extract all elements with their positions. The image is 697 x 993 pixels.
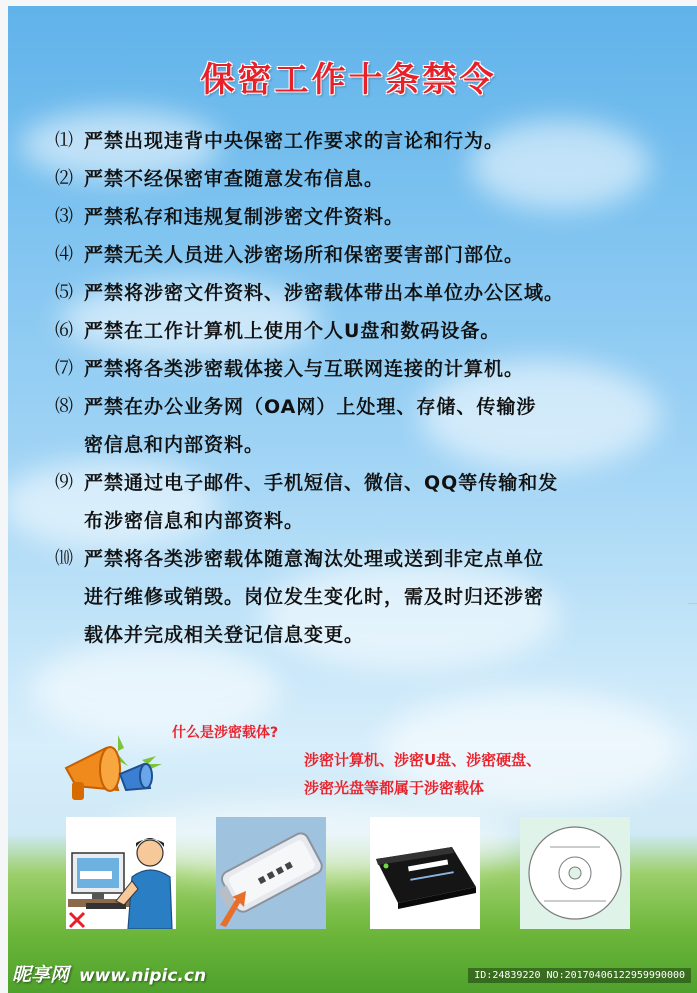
rule-text-line: 严禁通过电子邮件、手机短信、微信、QQ等传输和发	[84, 472, 559, 494]
rule-item	[55, 350, 655, 388]
rule-item	[55, 540, 655, 654]
question-text: 什么是涉密载体?	[172, 725, 279, 741]
answer-line: 涉密光盘等都属于涉密载体	[304, 779, 485, 797]
svg-text:■ ■ ■ ■: ■ ■ ■ ■	[256, 859, 295, 886]
rule-item	[55, 236, 655, 274]
rule-text-line: 严禁将各类涉密载体接入与互联网连接的计算机。	[84, 358, 525, 380]
rule-text-line: 严禁将各类涉密载体随意淘汰处理或送到非定点单位	[84, 548, 545, 570]
rule-number: ⑵	[55, 168, 74, 189]
rule-number: ⑷	[55, 244, 74, 265]
edge-mark	[688, 603, 697, 604]
rule-text-line: 严禁不经保密审查随意发布信息。	[84, 168, 385, 190]
rule-item	[55, 464, 655, 540]
rule-number: ⑴	[55, 130, 74, 151]
site-watermark	[12, 960, 206, 987]
rule-text-line: 严禁出现违背中央保密工作要求的言论和行为。	[84, 130, 505, 152]
usb-disk-image	[216, 817, 326, 929]
page-title: 保密工作十条禁令	[200, 60, 497, 100]
rule-item	[55, 122, 655, 160]
rule-number: ⑻	[55, 396, 74, 417]
hard-drive-image	[370, 817, 480, 929]
rule-text-line: 严禁在工作计算机上使用个人U盘和数码设备。	[84, 320, 501, 342]
watermark-site: www.nipic.cn	[78, 966, 207, 986]
rules-list	[55, 122, 655, 654]
rule-text-line: 密信息和内部资料。	[84, 434, 265, 456]
rule-item	[55, 160, 655, 198]
rule-item	[55, 274, 655, 312]
watermark-logo: 昵享网	[12, 964, 70, 986]
rule-item	[55, 312, 655, 350]
page-border-left	[0, 0, 8, 993]
rule-text-line: 布涉密信息和内部资料。	[84, 510, 305, 532]
megaphone-icon	[58, 730, 168, 810]
rule-item	[55, 198, 655, 236]
rule-number: ⑺	[55, 358, 74, 379]
rule-text-line: 严禁在办公业务网（OA网）上处理、存储、传输涉	[84, 396, 537, 418]
rule-text-line: 载体并完成相关登记信息变更。	[84, 624, 365, 646]
computer-user-image	[66, 817, 176, 929]
answer-line: 涉密计算机、涉密U盘、涉密硬盘、	[304, 751, 542, 769]
rule-number: ⑹	[55, 320, 74, 341]
rule-text-line: 严禁无关人员进入涉密场所和保密要害部门部位。	[84, 244, 525, 266]
rule-number: ⑼	[55, 472, 74, 493]
optical-disc-image	[520, 817, 630, 929]
rule-item	[55, 388, 655, 464]
rule-number: ⑸	[55, 282, 74, 303]
rule-text-line: 进行维修或销毁。岗位发生变化时，需及时归还涉密	[84, 586, 545, 608]
page-border-top	[0, 0, 697, 6]
rule-number: ⑶	[55, 206, 74, 227]
image-id-label: ID:24839220 NO:20170406122959990000	[468, 968, 691, 983]
rule-text-line: 严禁私存和违规复制涉密文件资料。	[84, 206, 405, 228]
rule-number: ⑽	[55, 548, 74, 569]
rule-text-line: 严禁将涉密文件资料、涉密载体带出本单位办公区域。	[84, 282, 565, 304]
answer-text	[304, 746, 664, 802]
